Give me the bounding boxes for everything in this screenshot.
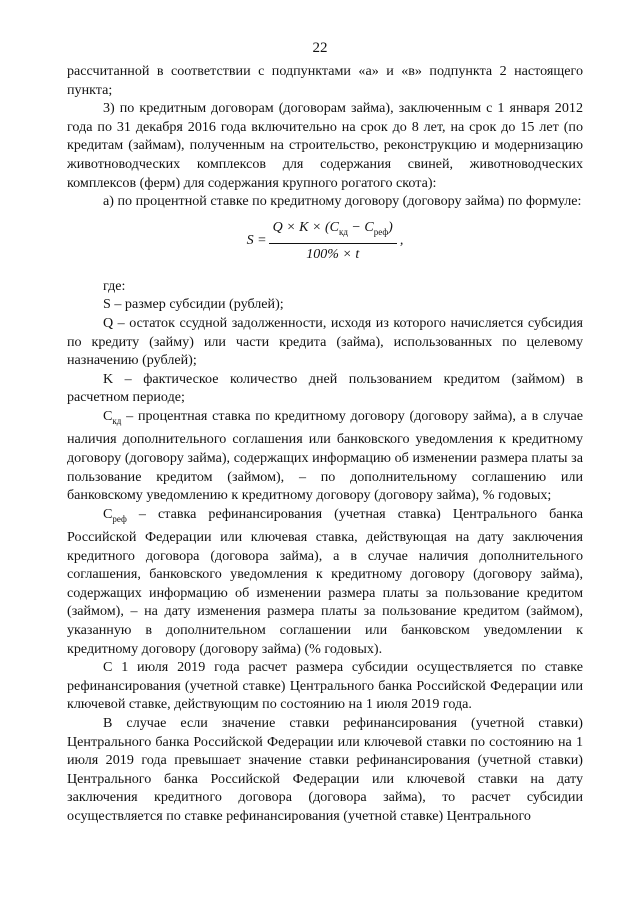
ckd-symbol: С bbox=[103, 407, 113, 424]
document-body bbox=[67, 62, 583, 826]
definition-cref bbox=[67, 505, 583, 659]
definition-q: Q – остаток ссудной задолженности, исходя из которого начисляется субсидия по кредиту (займу) или части кредита (займа), использованных по целевому назначению (рублей); bbox=[67, 314, 583, 369]
formula-fraction bbox=[269, 219, 397, 265]
definition-k: K – фактическое количество дней пользованием кредитом (займом) в расчетном периоде; bbox=[67, 370, 583, 406]
cref-symbol: С bbox=[103, 505, 113, 522]
cref-subscript: реф bbox=[112, 513, 127, 524]
definition-s: S – размер субсидии (рублей); bbox=[103, 296, 284, 313]
formula-sub-kd: кд bbox=[338, 226, 348, 237]
page-number: 22 bbox=[312, 40, 328, 56]
subsidy-formula bbox=[67, 213, 583, 271]
paragraph-july-2019: С 1 июля 2019 года расчет размера субсидии осуществляется по ставке рефинансирования (учетной ставке) Центрального банка Российской Федерации или ключевой ставке, действующим по состоянию на 1 июля 2019 года. bbox=[67, 659, 583, 713]
paragraph-rate-case: В случае если значение ставки рефинансирования (учетной ставки) Центрального банка Российской Федерации или ключевой ставки по состоянию на 1 июля 2019 года превышает значение ставки рефинансирования (учетной ставки) Центрального банка Российской Федерации или ключевой ставки на дату заключения кредитного договора (договора займа), то расчет субсидии осуществляется по ставке рефинансирования (учетной ставке) Центрального bbox=[67, 715, 583, 824]
paragraph-subitem-a: а) по процентной ставке по кредитному договору (договору займа) по формуле: bbox=[103, 193, 582, 210]
formula-lhs: S = bbox=[246, 233, 267, 249]
formula-numerator bbox=[269, 219, 397, 244]
paragraph-item-3: 3) по кредитным договорам (договорам займа), заключенным с 1 января 2012 года по 31 декабря 2016 года включительно на срок до 8 лет, на срок до 15 лет (по кредитам (займам), полученным на строительство, реконструкцию и модернизацию животноводческих комплексов для содержания свиней, животноводческих комплексов (ферм) для содержания крупного рогатого скота): bbox=[67, 100, 583, 191]
cref-text: – ставка рефинансирования (учетная ставка) Центрального банка Российской Федерации или ключевая ставка, действующая на дату заключения кредитного договора (договора займа), а в случае наличия дополнительного соглашения, банковского уведомления к кредитному договору (договору займа), содержащих информацию об изменении размера платы за пользование кредитом (займом), – на дату изменения размера платы за пользование кредитом (займом), указанную в дополнительном соглашении или банковском уведомлении к кредитному договору (договору займа) (% годовых). bbox=[67, 505, 583, 657]
formula-denominator: 100% × t bbox=[306, 247, 360, 263]
formula-num-part-c: ) bbox=[388, 219, 393, 235]
ckd-subscript: кд bbox=[112, 415, 122, 426]
ckd-text: – процентная ставка по кредитному договору (договору займа), а в случае наличия дополнительного соглашения или банковского уведомления к кредитному договору (договору займа), содержащих информацию об изменении размера платы за пользование кредитом (займом), – по дополнительному соглашению или банковскому уведомлению к кредитному договору (договору займа), % годовых; bbox=[67, 407, 583, 504]
formula-sub-ref: реф bbox=[373, 226, 389, 237]
where-label: где: bbox=[103, 277, 126, 294]
formula-tail: , bbox=[399, 233, 404, 249]
paragraph-continuation: рассчитанной в соответствии с подпунктами «а» и «в» подпункта 2 настоящего пункта; bbox=[67, 63, 583, 98]
formula-num-part-a: Q × K × (C bbox=[272, 219, 339, 235]
formula-num-part-b: − C bbox=[347, 219, 374, 235]
definition-ckd bbox=[67, 407, 583, 505]
